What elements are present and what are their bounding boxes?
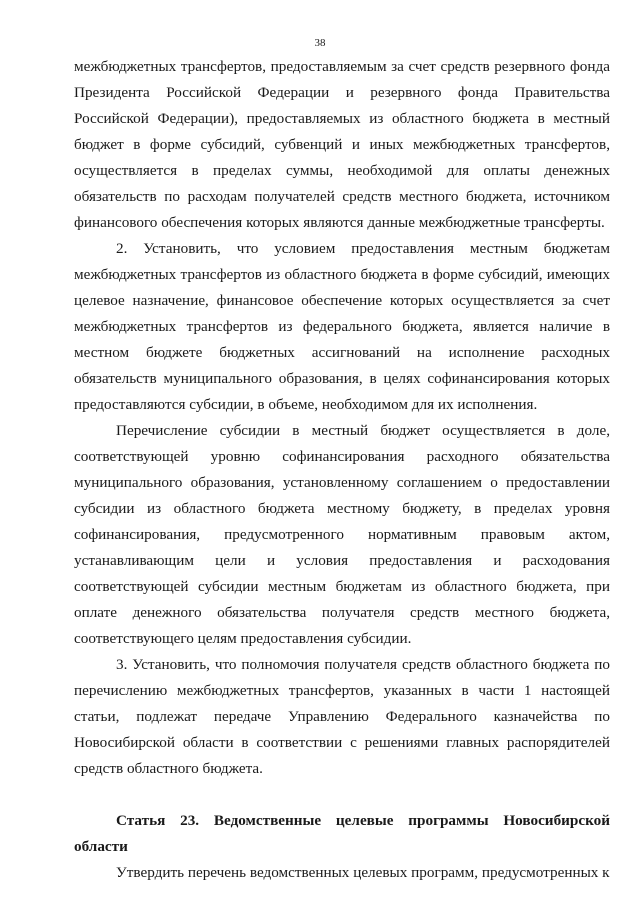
paragraph-article-23-text: Утвердить перечень ведомственных целевых программ, предусмотренных к — [116, 864, 610, 881]
document-body — [74, 54, 610, 886]
page-number: 38 — [314, 37, 326, 49]
paragraph-subsidy-transfer: Перечисление субсидии в местный бюджет осуществляется в доле, соответствующей уровню софинансирования расходного обязательства муниципального образования, установленному соглашением о предоставлении субсидии из областного бюджета местному бюджету, в пределах уровня софинансирования, предусмотренного нормативным правовым актом, устанавливающим цели и условия предоставления и расходования соответствующей субсидии местным бюджетам из областного бюджета, при оплате денежного обязательства получателя средств местного бюджета, соответствующего целям предоставления субсидии. — [74, 422, 610, 647]
paragraph-item-3: 3. Установить, что полномочия получателя средств областного бюджета по перечислению межбюджетных трансфертов, указанных в части 1 настоящей статьи, подлежат передаче Управлению Федерального казначейства по Новосибирской области в соответствии с решениями главных распорядителей средств областного бюджета. — [74, 656, 610, 777]
paragraph-item-2: 2. Установить, что условием предоставления местным бюджетам межбюджетных трансфертов из областного бюджета в форме субсидий, имеющих целевое назначение, финансовое обеспечение которых осуществляется за счет межбюджетных трансфертов из федерального бюджета, является наличие в местном бюджете бюджетных ассигнований на исполнение расходных обязательств муниципального образования, в целях софинансирования которых предоставляются субсидии, в объеме, необходимом для их исполнения. — [74, 240, 610, 413]
paragraph-continuation: межбюджетных трансфертов, предоставляемым за счет средств резервного фонда Президента Российской Федерации и резервного фонда Правительства Российской Федерации), предоставляемых из областного бюджета в местный бюджет в форме субсидий, субвенций и иных межбюджетных трансфертов, осуществляется в пределах суммы, необходимой для оплаты денежных обязательств по расходам получателей средств местного бюджета, источником финансового обеспечения которых являются данные межбюджетные трансферты. — [74, 58, 610, 231]
article-23-heading: Статья 23. Ведомственные целевые программы Новосибирской области — [74, 812, 610, 855]
